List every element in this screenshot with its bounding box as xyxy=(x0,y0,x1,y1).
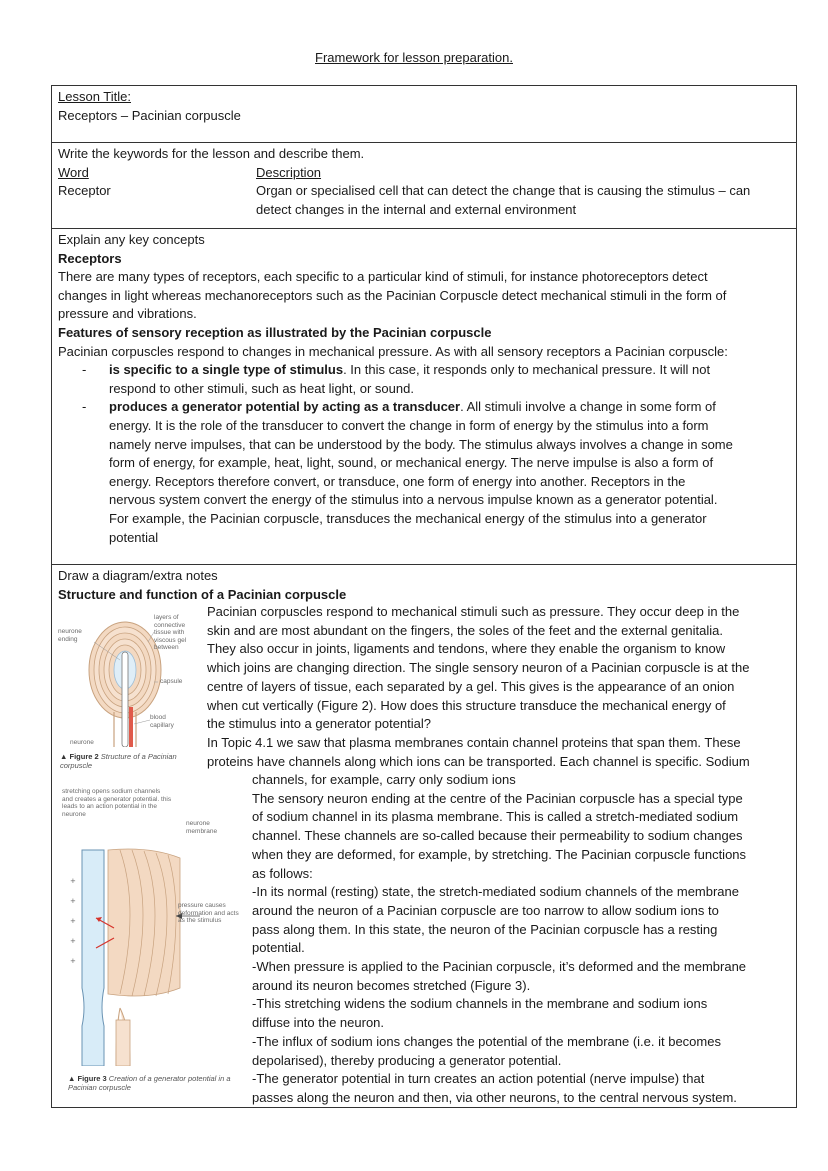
concepts-paragraph-line: pressure and vibrations. xyxy=(58,306,197,322)
feature-text: nervous system convert the energy of the stimulus into a nervous impulse known as a generator potential. xyxy=(109,492,718,508)
diagram-text-line: channel. These channels are so-called because their permeability to sodium changes xyxy=(252,828,743,844)
keyword-word: Receptor xyxy=(58,183,111,199)
lesson-title-label: Lesson Title: xyxy=(58,89,131,104)
feature-text: energy. Receptors therefore convert, or transduce, one form of energy into another. Receptors in the xyxy=(109,473,686,489)
lesson-title-box xyxy=(51,85,797,142)
diagram-text-line: as follows: xyxy=(252,865,313,881)
diagram-text-line: skin and are most abundant on the fingers, the soles of the feet and the external genitalia. xyxy=(207,622,724,638)
diagram-text-line: around its neuron becomes stretched (Figure 3). xyxy=(252,977,531,993)
diagram-text-line: centre of layers of tissue, each separated by a gel. This gives is the appearance of an onion xyxy=(207,678,735,694)
diagram-heading: Structure and function of a Pacinian corpuscle xyxy=(58,586,347,602)
diagram-text-line: diffuse into the neuron. xyxy=(252,1015,385,1031)
diagram-text-line: passes along the neuron and then, via other neurons, to the central nervous system. xyxy=(252,1089,737,1105)
label-blood-capillary: blood capillary xyxy=(150,714,174,729)
keyword-row xyxy=(58,182,788,219)
figure-2-caption-text: Structure of a Pacinian corpuscle xyxy=(60,752,177,770)
diagram-text-line: -When pressure is applied to the Pacinian corpuscle, it’s deformed and the membrane xyxy=(252,959,747,975)
diagram-instruction: Draw a diagram/extra notes xyxy=(58,568,218,583)
keyword-description xyxy=(256,182,788,219)
diagram-text-line: -The influx of sodium ions changes the potential of the membrane (i.e. it becomes xyxy=(252,1033,721,1049)
svg-text:+: + xyxy=(70,897,76,905)
diagram-text-line: the stimulus into a generator potential? xyxy=(207,716,432,732)
diagram-text-line: In Topic 4.1 we saw that plasma membranes contain channel proteins that span them. These xyxy=(207,734,741,750)
svg-text:+: + xyxy=(70,877,76,885)
diagram-text-line: -The generator potential in turn creates an action potential (nerve impulse) that xyxy=(252,1071,705,1087)
page-title: Framework for lesson preparation. xyxy=(315,50,513,65)
concepts-heading-features: Features of sensory reception as illustrated by the Pacinian corpuscle xyxy=(58,324,492,340)
diagram-text-line: channels, for example, carry only sodium ions xyxy=(252,772,516,787)
list-dash: - xyxy=(82,362,87,378)
svg-text:+: + xyxy=(70,957,76,965)
label-capsule: capsule xyxy=(160,678,183,685)
generator-potential-illustration xyxy=(60,788,250,1066)
feature-text: respond to other stimuli, such as heat light, or sound. xyxy=(109,380,414,396)
list-item xyxy=(58,361,788,398)
list-dash: - xyxy=(82,399,87,415)
diagram-text-line: They also occur in joints, ligaments and tendons, where they enable the organism to know xyxy=(207,641,726,657)
diagram-text-line: -This stretching widens the sodium channels in the membrane and sodium ions xyxy=(252,996,708,1012)
keywords-box xyxy=(51,142,797,228)
concepts-instruction: Explain any key concepts xyxy=(58,232,205,247)
label-pressure-stimulus: pressure causes deformation and acts as the stimulus xyxy=(178,902,239,924)
diagram-text-line: when cut vertically (Figure 2). How does this structure transduce the mechanical energy of xyxy=(207,697,726,713)
feature-text: namely nerve impulses, that can be understood by the body. The stimulus always involves a change in some xyxy=(109,436,733,452)
feature-text: potential xyxy=(109,529,159,545)
description-header: Description xyxy=(256,164,322,180)
svg-text:+: + xyxy=(70,937,76,945)
label-connective-layers: layers of connective tissue with viscous gel between xyxy=(154,614,187,651)
diagram-text-line: when they are deformed, for example, by stretching. The Pacinian corpuscle functions xyxy=(252,846,747,862)
diagram-text-line: which joins are changing direction. The single sensory neuron of a Pacinian corpuscle is at the xyxy=(207,660,750,676)
diagram-text-lower xyxy=(252,771,797,1108)
diagram-text-line: around the neuron of a Pacinian corpuscle are too narrow to allow sodium ions to xyxy=(252,902,719,918)
diagram-text-line: proteins have channels along which ions can be transported. Each channel is specific. Sodium xyxy=(207,753,750,769)
feature-text: For example, the Pacinian corpuscle, transduces the mechanical energy of the stimulus into a generator xyxy=(109,510,707,526)
label-stretching-opens-channels: stretching opens sodium channels and creates a generator potential. this leads to an action potential in the neurone xyxy=(62,788,172,818)
diagram-text-line: of sodium channel in its plasma membrane. This is called a stretch-mediated sodium xyxy=(252,809,739,825)
diagram-text-line: potential. xyxy=(252,940,305,956)
list-item xyxy=(58,398,788,547)
diagram-text-line: -In its normal (resting) state, the stretch-mediated sodium channels of the membrane xyxy=(252,884,739,900)
feature-bold: is specific to a single type of stimulus xyxy=(109,362,344,378)
diagram-text-line: depolarised), thereby producing a generator potential. xyxy=(252,1052,562,1068)
features-list xyxy=(58,361,788,547)
concepts-paragraph-line: changes in light whereas mechanoreceptors such as the Pacinian Corpuscle detect mechanical stimuli in the form of xyxy=(58,287,727,303)
figure-3-generator-potential xyxy=(60,788,250,1098)
figure-2-caption-prefix: ▲ Figure 2 xyxy=(60,752,99,761)
svg-text:+: + xyxy=(70,917,76,925)
diagram-text-line: The sensory neuron ending at the centre of the Pacinian corpuscle has a special type xyxy=(252,790,743,806)
feature-text: energy. It is the role of the transducer to convert the change in form of energy by the stimulus into a form xyxy=(109,417,709,433)
figure-3-caption-text: Creation of a generator potential in a Pacinian corpuscle xyxy=(68,1074,231,1092)
feature-bold: produces a generator potential by acting as a transducer xyxy=(109,399,461,415)
key-concepts-box xyxy=(51,228,797,564)
concepts-heading-receptors: Receptors xyxy=(58,250,122,266)
feature-text: form of energy, for example, heat, light, sound, or mechanical energy. The nerve impulse is also a form of xyxy=(109,455,714,471)
label-neurone-ending: neurone ending xyxy=(58,628,82,643)
concepts-paragraph-line: Pacinian corpuscles respond to changes in mechanical pressure. As with all sensory receptors a Pacinian corpuscle: xyxy=(58,343,728,359)
keywords-instruction: Write the keywords for the lesson and describe them. xyxy=(58,146,365,161)
figure-3-caption-prefix: ▲ Figure 3 xyxy=(68,1074,107,1083)
word-header: Word xyxy=(58,164,89,180)
diagram-text-upper xyxy=(207,603,797,771)
figure-2-caption xyxy=(60,752,200,770)
lesson-title-value: Receptors – Pacinian corpuscle xyxy=(58,107,241,123)
concepts-paragraph-line: There are many types of receptors, each specific to a particular kind of stimuli, for instance photoreceptors detect xyxy=(58,269,708,285)
keyword-description-line: Organ or specialised cell that can detect the change that is causing the stimulus – can xyxy=(256,183,751,199)
label-neurone-membrane: neurone membrane xyxy=(186,820,218,835)
figure-3-caption xyxy=(68,1074,248,1092)
label-neurone: neurone xyxy=(70,739,94,746)
diagram-text-line: Pacinian corpuscles respond to mechanical stimuli such as pressure. They occur deep in the xyxy=(207,604,740,619)
diagram-text-line: pass along them. In this state, the neuron of the Pacinian corpuscle has a resting xyxy=(252,921,718,937)
keywords-header-row xyxy=(58,164,788,183)
keyword-description-line: detect changes in the internal and external environment xyxy=(256,201,577,217)
feature-text: . All stimuli involve a change in some form of xyxy=(460,399,716,415)
figure-2-pacinian-structure xyxy=(58,612,204,774)
feature-text: . In this case, it responds only to mechanical pressure. It will not xyxy=(343,362,711,378)
